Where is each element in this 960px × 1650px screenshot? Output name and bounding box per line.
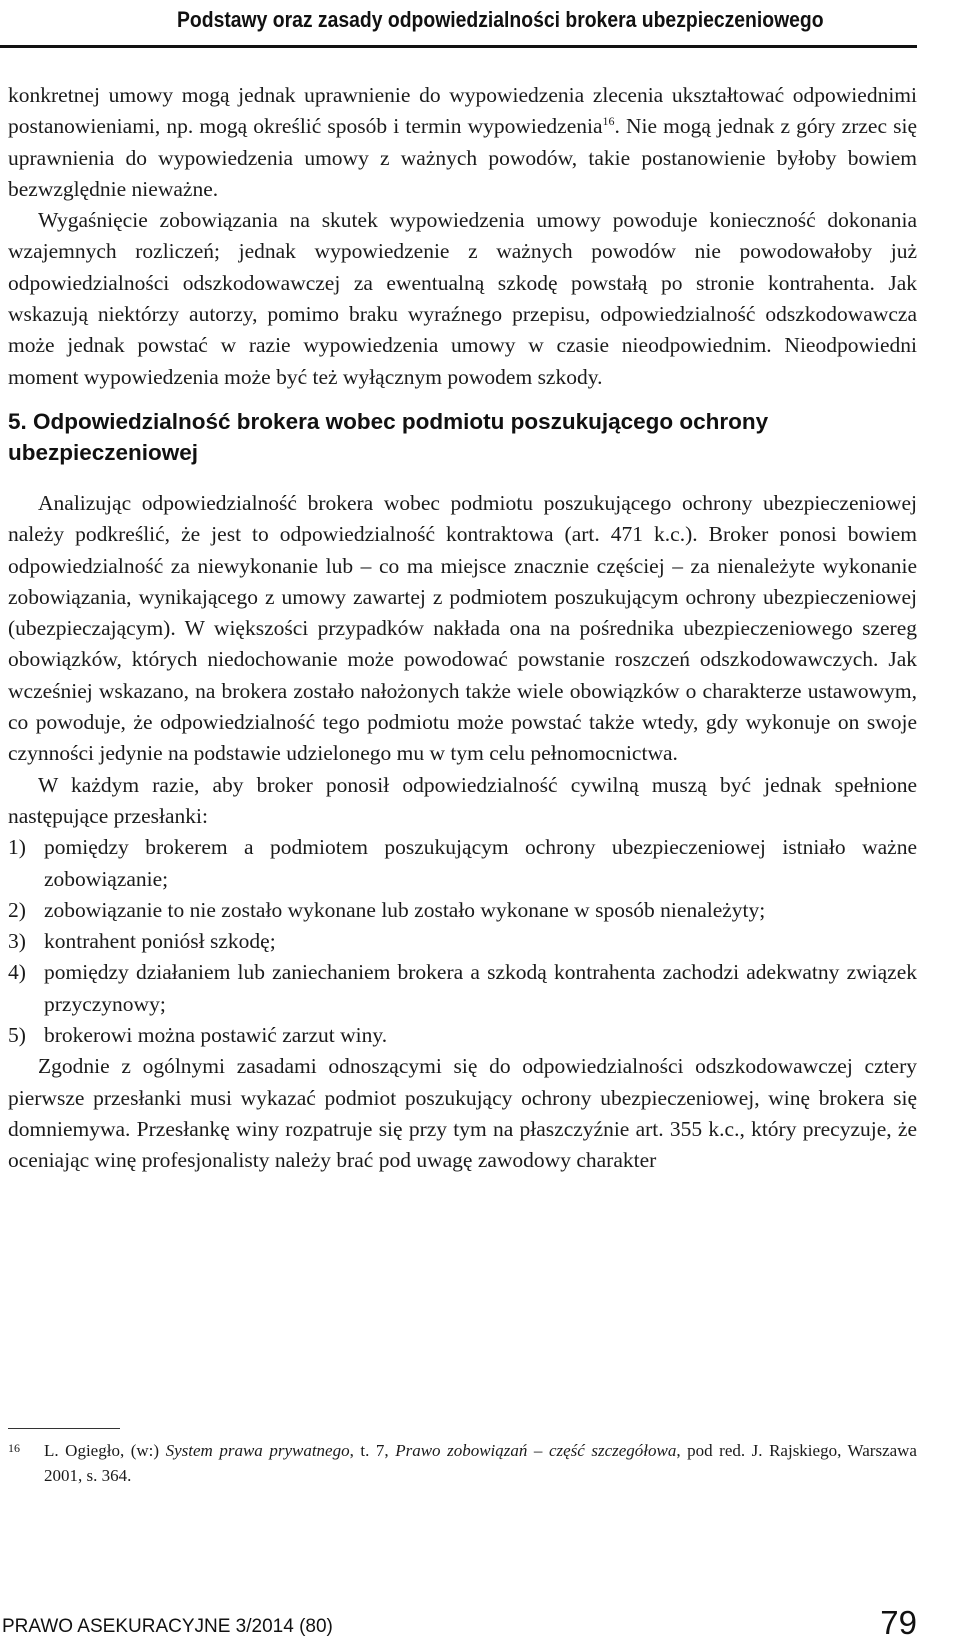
- main-text: [8, 80, 917, 1177]
- footnote-work-title: System prawa prywatnego: [165, 1441, 350, 1460]
- footnote-author: L. Ogiegło, (w:): [44, 1441, 166, 1460]
- list-item-number: 1): [8, 835, 26, 860]
- section-title: Odpowiedzialność brokera wobec podmiotu poszukującego ochrony ubezpieczeniowej: [8, 408, 769, 465]
- list-item: [8, 832, 917, 895]
- footnote-volume-title: Prawo zobowiązań – część szczegółowa: [395, 1441, 677, 1460]
- list-item-text: zobowiązanie to nie zostało wykonane lub zostało wykonane w sposób nienależyty;: [44, 897, 766, 922]
- paragraph-1-continuation: . Nie mogą jednak z góry zrzec się uprawnienia do wypowiedzenia umowy z ważnych powodów, takie postanowienie byłoby bowiem bezwzględnie nieważne.: [8, 114, 917, 201]
- list-item-text: brokerowi można postawić zarzut winy.: [44, 1023, 388, 1048]
- list-item-text: pomiędzy działaniem lub zaniechaniem brokera a szkodą kontrahenta zachodzi adekwatny związek przyczynowy;: [44, 960, 917, 1016]
- list-item-number: 5): [8, 1023, 26, 1048]
- footnote-publication: , pod red. J. Rajskiego, Warszawa 2001, s. 364.: [44, 1441, 917, 1485]
- list-item-text: kontrahent poniósł szkodę;: [44, 929, 276, 954]
- running-head: Podstawy oraz zasady odpowiedzialności brokera ubezpieczeniowego: [177, 7, 824, 32]
- page-number: 79: [880, 1604, 917, 1641]
- section-number: 5.: [8, 408, 27, 434]
- list-item: [8, 895, 917, 926]
- footnote-rule: [8, 1428, 120, 1429]
- paragraph-2: Wygaśnięcie zobowiązania na skutek wypowiedzenia umowy powoduje konieczność dokonania wzajemnych rozliczeń; jednak wypowiedzenie z ważnych powodów nie powodowałoby już odpowiedzialności odszkodowawczej za ewentualną szkodę powstałą po stronie kontrahenta. Jak wskazują niektórzy autorzy, pomimo braku wyraźnego przepisu, odpowiedzialność odszkodowawcza może jednak powstać w razie wypowiedzenia umowy w czasie nieodpowiednim. Nieodpowiedni moment wypowiedzenia może być też wyłącznym powodem szkody.: [8, 208, 917, 389]
- journal-name: PRAWO ASEKURACYJNE 3/2014 (80): [2, 1616, 333, 1637]
- list-item-text: pomiędzy brokerem a podmiotem poszukującym ochrony ubezpieczeniowej istniało ważne zobowiązanie;: [44, 835, 917, 891]
- list-item: [8, 1020, 917, 1051]
- header-rule: [0, 45, 917, 48]
- section-heading: [8, 406, 917, 468]
- footnote-16: [8, 1438, 917, 1488]
- footnote-text: [8, 1438, 917, 1488]
- list-item-number: 4): [8, 960, 26, 985]
- section-paragraph-3: Zgodnie z ogólnymi zasadami odnoszącymi się do odpowiedzialności odszkodowawczej cztery pierwsze przesłanki musi wykazać podmiot poszukujący ochrony ubezpieczeniowej, winę brokera się domniemywa. Przesłankę winy rozpatruje się przy tym na płaszczyźnie art. 355 k.c., który precyzuje, że oceniając winę profesjonalisty należy brać pod uwagę zawodowy charakter: [8, 1054, 917, 1173]
- list-item-number: 3): [8, 929, 26, 954]
- footnote-ref-16[interactable]: 16: [602, 114, 615, 129]
- section-paragraph-2: W każdym razie, aby broker ponosił odpowiedzialność cywilną muszą być jednak spełnione następujące przesłanki:: [8, 772, 917, 828]
- list-item-number: 2): [8, 897, 26, 922]
- footnote-number: 16: [8, 1441, 20, 1455]
- premises-list: [8, 832, 917, 1051]
- paragraph-1-text: konkretnej umowy mogą jednak uprawnienie do wypowiedzenia zlecenia ukształtować odpowiednimi postanowieniami, np. mogą określić sposób i termin wypowiedzenia: [8, 83, 917, 139]
- section-paragraph-1: Analizując odpowiedzialność brokera wobec podmiotu poszukującego ochrony ubezpieczeniowej należy podkreślić, że jest to odpowiedzialność kontraktowa (art. 471 k.c.). Broker ponosi bowiem odpowiedzialność za niewykonanie lub – co ma miejsce znacznie częściej – za nienależyte wykonanie zobowiązania, wynikającego z umowy zawartej z podmiotem poszukującym ochrony ubezpieczeniowej (ubezpieczającym). W większości przypadków nakłada ona na pośrednika ubezpieczeniowego szereg obowiązków, których niedochowanie może powodować powstanie roszczeń odszkodowawczych. Jak wcześniej wskazano, na brokera zostało nałożonych także wiele obowiązków o charakterze ustawowym, co powoduje, że odpowiedzialność tego podmiotu może powstać także wtedy, gdy wykonuje on swoje czynności jedynie na podstawie udzielonego mu w tym celu pełnomocnictwa.: [8, 490, 917, 766]
- list-item: [8, 957, 917, 1020]
- footnote-volume: , t. 7,: [349, 1441, 396, 1460]
- list-item: [8, 926, 917, 957]
- paragraph-1: [8, 80, 917, 205]
